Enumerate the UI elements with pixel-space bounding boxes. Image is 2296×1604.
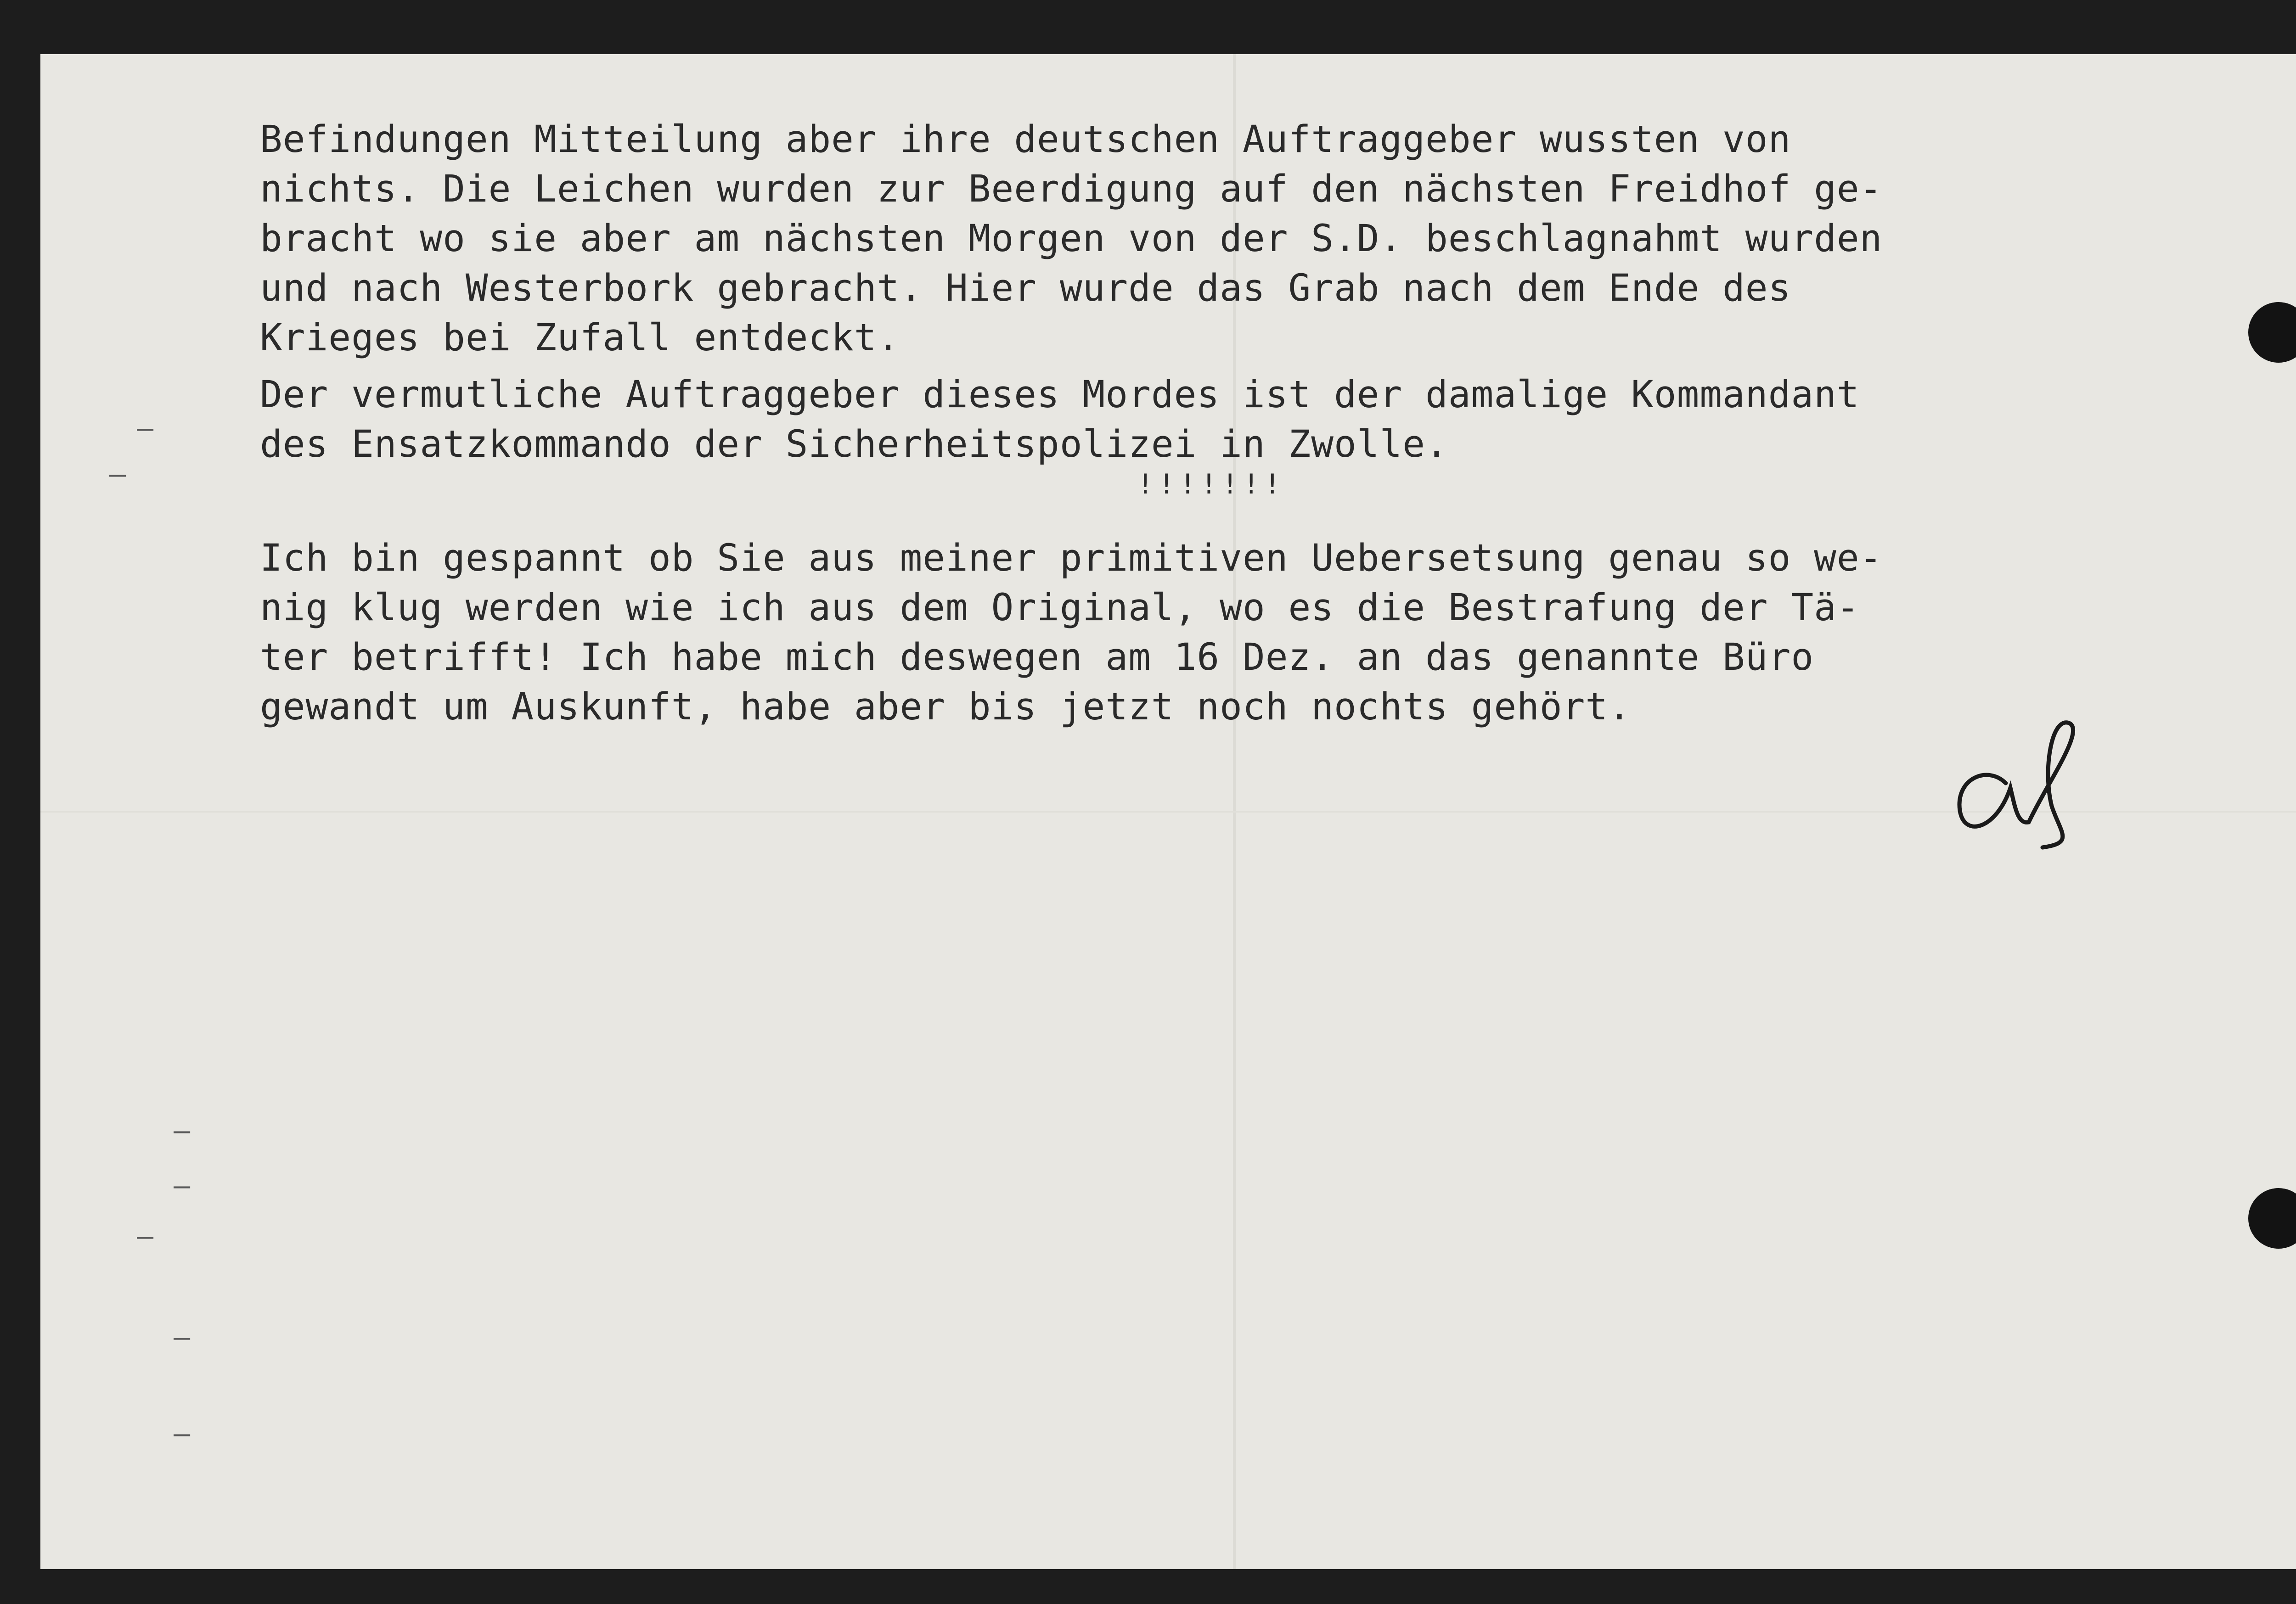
text-line: nig klug werden wie ich aus dem Original, wo es die Bestrafung der Tä- <box>260 586 1860 629</box>
margin-dash: – <box>174 1418 191 1450</box>
handwritten-initials <box>1937 714 2102 852</box>
text-line: bracht wo sie aber am nächsten Morgen von der S.D. beschlagnahmt wurden <box>260 217 1883 260</box>
margin-dash: – <box>137 412 154 444</box>
text-line: Der vermutliche Auftraggeber dieses Mordes ist der damalige Kommandant <box>260 373 1860 416</box>
margin-dash: – <box>174 1115 191 1147</box>
tick-marks: !!!!!!! <box>1137 468 1285 500</box>
text-line: Krieges bei Zufall entdeckt. <box>260 316 900 359</box>
text-line: Befindungen Mitteilung aber ihre deutschen Auftraggeber wussten von <box>260 118 1791 161</box>
paragraph-2 <box>260 370 1860 469</box>
margin-dash: – <box>174 1170 191 1202</box>
punch-hole <box>2248 302 2296 363</box>
paragraph-3 <box>260 533 1882 732</box>
text-line: Ich bin gespannt ob Sie aus meiner primitiven Uebersetsung genau so we- <box>260 537 1883 580</box>
margin-dash: – <box>137 1220 154 1252</box>
text-line: des Ensatzkommando der Sicherheitspolizei in Zwolle. <box>260 423 1448 466</box>
text-line: nichts. Die Leichen wurden zur Beerdigung auf den nächsten Freidhof ge- <box>260 168 1883 211</box>
text-line: ter betrifft! Ich habe mich deswegen am 16 Dez. an das genannte Büro <box>260 636 1814 679</box>
text-line: gewandt um Auskunft, habe aber bis jetzt noch nochts gehört. <box>260 685 1631 729</box>
text-line: und nach Westerbork gebracht. Hier wurde das Grab nach dem Ende des <box>260 267 1791 310</box>
paragraph-1 <box>260 115 1882 363</box>
document-page <box>40 54 2296 1569</box>
margin-dash: – <box>174 1321 191 1353</box>
margin-dash: – <box>109 458 126 490</box>
punch-hole <box>2248 1188 2296 1249</box>
